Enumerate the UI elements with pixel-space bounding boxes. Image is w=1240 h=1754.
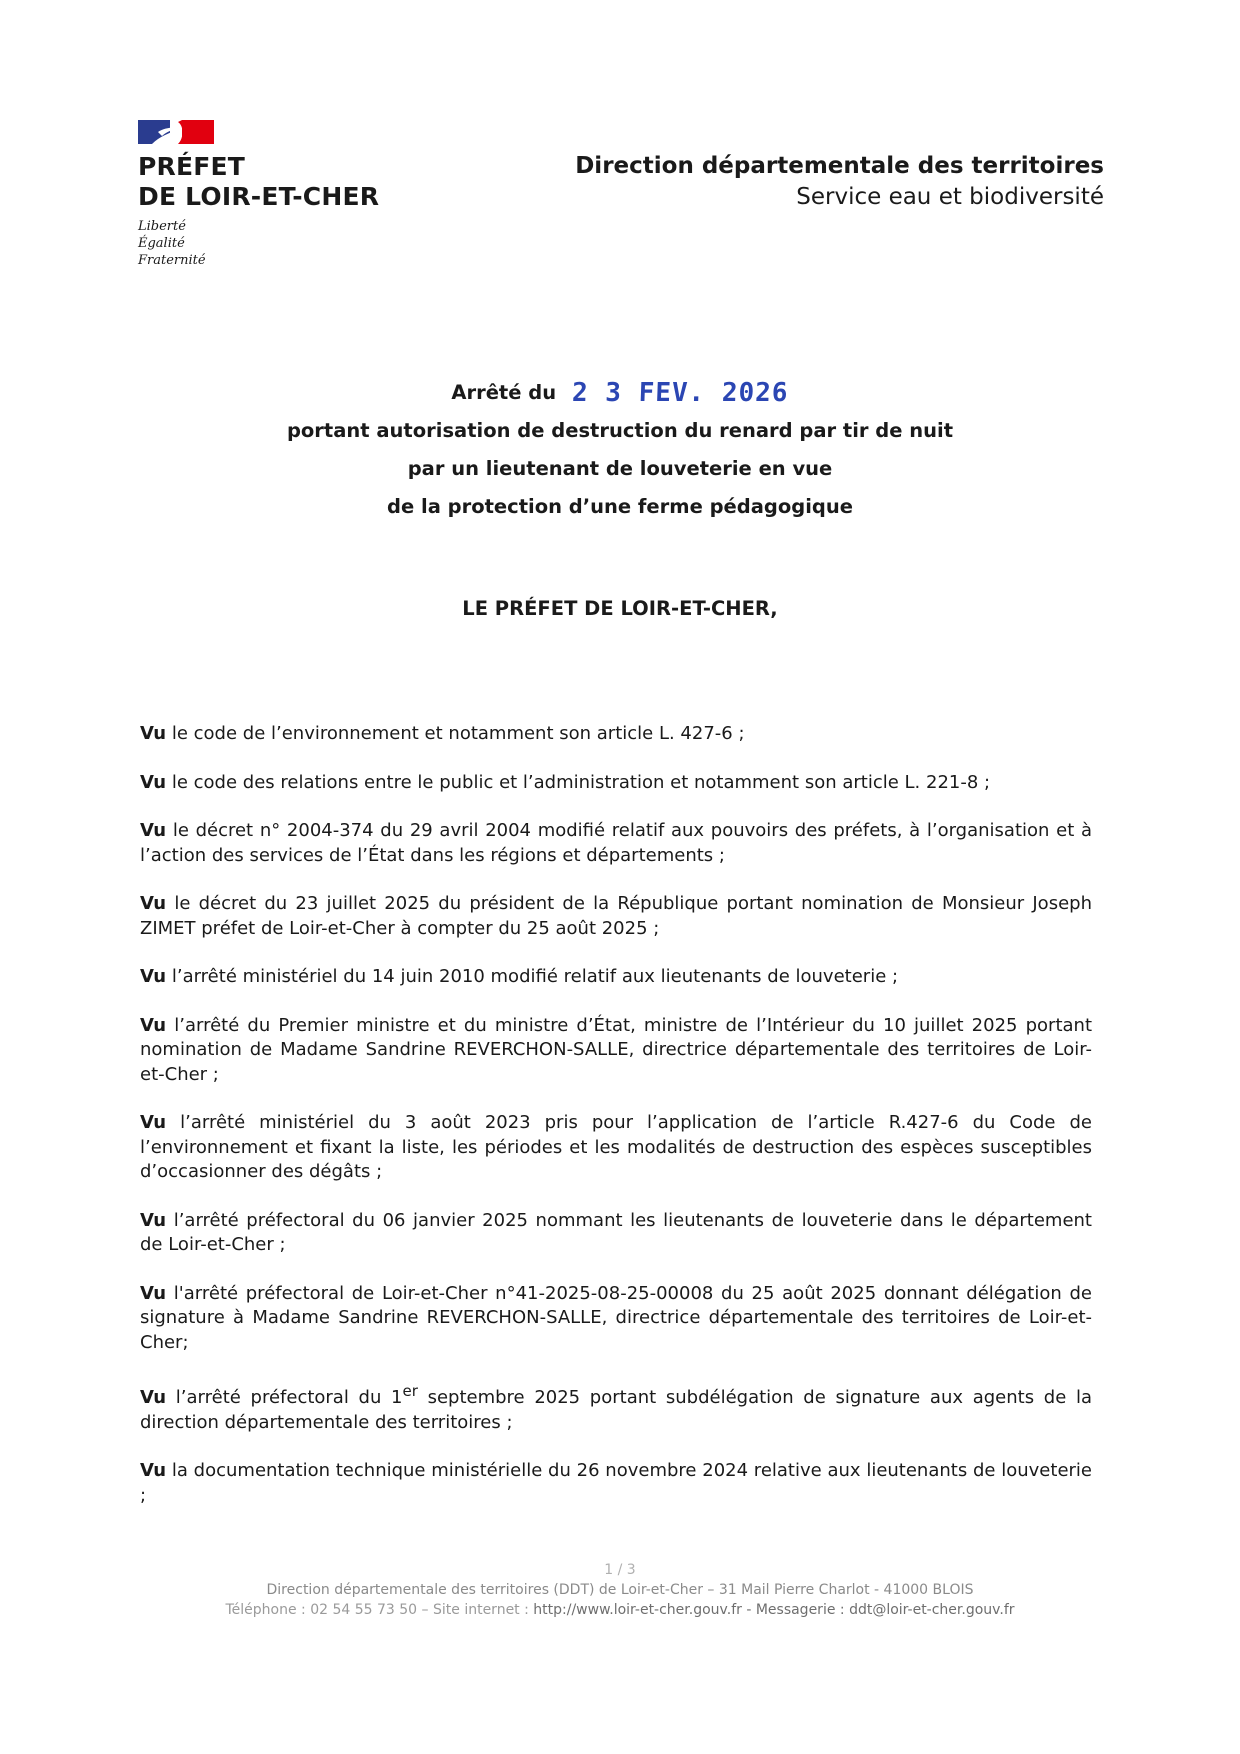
footer-address: Direction départementale des territoires (DDT) de Loir-et-Cher – 31 Mail Pierre Charlot - 41000 BLOIS <box>266 1582 974 1598</box>
prefet-title <box>138 152 379 212</box>
vu-keyword: Vu <box>140 1282 167 1304</box>
prefecture-logo <box>138 118 379 269</box>
vu-keyword: Vu <box>140 966 167 987</box>
consideration-item <box>140 1282 1092 1356</box>
consideration-item <box>140 722 1092 747</box>
decree-title-line-1 <box>0 374 1240 412</box>
consideration-item <box>140 1459 1092 1508</box>
consideration-text-start: l’arrêté préfectoral du 1 <box>175 1387 403 1408</box>
vu-keyword: Vu <box>140 1460 167 1481</box>
motto-liberte: Liberté <box>138 219 186 234</box>
page-footer <box>0 1560 1240 1620</box>
marianne-flag-icon <box>138 118 214 146</box>
consideration-item <box>140 1111 1092 1185</box>
service-name: Direction départementale des territoires <box>575 153 1104 179</box>
republic-motto <box>138 218 379 269</box>
consideration-text-end: septembre 2025 portant subdélégation de signature aux agents de la direction départementale des territoires ; <box>140 1387 1092 1433</box>
considerations-list <box>140 722 1092 1532</box>
decree-title <box>0 374 1240 526</box>
prefet-line-1: PRÉFET <box>138 152 246 181</box>
vu-keyword: Vu <box>140 1014 167 1036</box>
footer-email-link[interactable]: ddt@loir-et-cher.gouv.fr <box>849 1602 1015 1618</box>
vu-keyword: Vu <box>140 820 167 841</box>
consideration-text: le code de l’environnement et notamment son article L. 427-6 ; <box>171 723 745 744</box>
motto-egalite: Égalité <box>138 236 185 251</box>
vu-keyword: Vu <box>140 723 167 744</box>
date-stamp: 2 3 FEV. 2026 <box>571 378 790 408</box>
ordinal-superscript: er <box>402 1382 418 1400</box>
footer-website-link[interactable]: http://www.loir-et-cher.gouv.fr <box>533 1602 742 1618</box>
motto-fraternite: Fraternité <box>138 253 206 268</box>
consideration-item <box>140 1379 1092 1435</box>
footer-mail-label: - Messagerie : <box>741 1602 850 1618</box>
service-header <box>575 150 1104 212</box>
footer-contact <box>0 1600 1240 1620</box>
consideration-text: l’arrêté ministériel du 3 août 2023 pris pour l’application de l’article R.427-6 du Code de l’environnement et fixant la liste, les périodes et les modalités de destruction des espèces susceptibles d’occasionner des dégâts ; <box>140 1112 1092 1182</box>
decree-title-line-3: par un lieutenant de louveterie en vue <box>407 457 833 480</box>
consideration-text: la documentation technique ministérielle du 26 novembre 2024 relative aux lieutenants de louveterie ; <box>140 1460 1092 1506</box>
decree-title-line-2: portant autorisation de destruction du renard par tir de nuit <box>286 419 954 442</box>
consideration-item <box>140 1209 1092 1258</box>
consideration-text: le code des relations entre le public et l’administration et notamment son article L. 221-8 ; <box>171 771 991 793</box>
decree-prefix: Arrêté du <box>451 381 557 404</box>
decree-title-line-4: de la protection d’une ferme pédagogique <box>387 495 853 518</box>
page-number: 1 / 3 <box>604 1562 636 1578</box>
service-subtitle: Service eau et biodiversité <box>796 184 1104 210</box>
prefet-heading: LE PRÉFET DE LOIR-ET-CHER, <box>462 597 778 620</box>
consideration-text: l’arrêté ministériel du 14 juin 2010 modifié relatif aux lieutenants de louveterie ; <box>171 966 899 987</box>
vu-keyword: Vu <box>140 1209 167 1231</box>
vu-keyword: Vu <box>140 1387 167 1408</box>
prefet-line-2: DE LOIR-ET-CHER <box>138 182 380 211</box>
consideration-item <box>140 771 1092 796</box>
consideration-item <box>140 892 1092 941</box>
footer-phone: Téléphone : 02 54 55 73 50 – Site internet : <box>225 1602 534 1618</box>
consideration-item <box>140 1014 1092 1088</box>
consideration-text: l’arrêté préfectoral du 06 janvier 2025 nommant les lieutenants de louveterie dans le département de Loir-et-Cher ; <box>140 1209 1092 1255</box>
consideration-item <box>140 819 1092 868</box>
consideration-text: l'arrêté préfectoral de Loir-et-Cher n°41-2025-08-25-00008 du 25 août 2025 donnant délégation de signature à Madame Sandrine REVERCHON-SALLE, directrice départementale des territoires de Loir-et-Cher; <box>140 1282 1092 1353</box>
consideration-item <box>140 965 1092 990</box>
vu-keyword: Vu <box>140 771 167 793</box>
consideration-text: le décret du 23 juillet 2025 du président de la République portant nomination de Monsieur Joseph ZIMET préfet de Loir-et-Cher à compter du 25 août 2025 ; <box>140 893 1092 939</box>
consideration-text: le décret n° 2004-374 du 29 avril 2004 modifié relatif aux pouvoirs des préfets, à l’organisation et à l’action des services de l’État dans les régions et départements ; <box>140 820 1092 866</box>
vu-keyword: Vu <box>140 893 167 914</box>
consideration-text: l’arrêté du Premier ministre et du ministre d’État, ministre de l’Intérieur du 10 juillet 2025 portant nomination de Madame Sandrine REVERCHON-SALLE, directrice départementale des territoires de Loir-et-Cher ; <box>140 1014 1092 1085</box>
vu-keyword: Vu <box>140 1112 167 1133</box>
